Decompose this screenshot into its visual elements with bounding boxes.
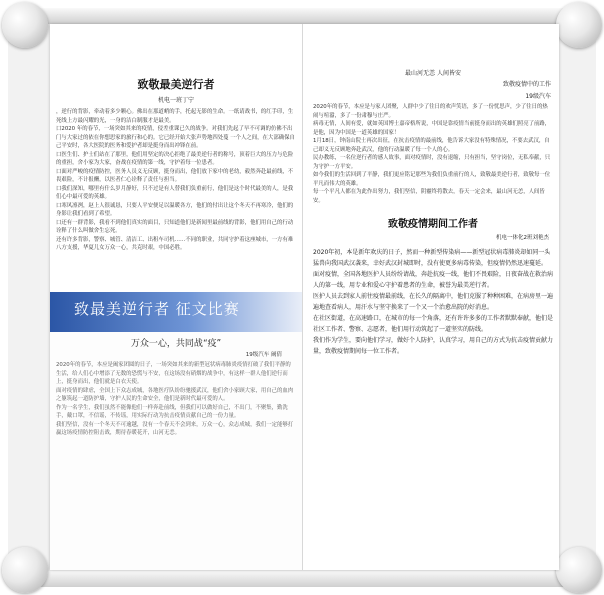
paragraph: 口寒风凛冽，赵上人很诚恳，只要人平安便足以温暖各方，他们的付出让这个冬天不再寒冷，他们的身影让我们看到了希望。 (56, 202, 294, 217)
document-page (50, 24, 559, 570)
paragraph: 口我们深知，哪里有什么岁月静好，只不过是有人替我们负重前行，他们是这个时代最美的人，是我们心中最可爱的英雄。 (56, 185, 294, 200)
right-top-heading: 最山河无恙 人间皆安 (405, 70, 461, 77)
frame-top-roll (34, 8, 570, 24)
paragraph: 病毒无情，人间有爱，就如英国博士嘉帝格所说，中国是靠疫情当前挺身而出的英雄们照亮了前路，是他，因为中国是一道英雄的国家！ (313, 121, 551, 136)
right-top-class: 19级汽车 (525, 93, 551, 100)
paragraph: 面对疫情的肆虐，全国上下众志成城，各地医疗队纷纷驰援武汉，他们舍小家顾大家，用自己的血肉之躯筑起一道防护墙，守护人民的生命安全，他们是新时代最可爱的人。 (56, 387, 294, 402)
paragraph: 口医生们、护士们站在了那里，他们用坚定的决心拒绝了最美逆行者的称号，顶着巨大的压力与危险的重担，舍小家为大家，奋战在疫情的第一线，守护着每一位患者。 (56, 151, 294, 166)
paragraph: 还有许多背影，警察、城管、清洁工、出租车司机……不同的职业，共同守护着这座城市，一方有难八方支援，华夏儿女万众一心，共克时艰，中国必胜。 (56, 236, 294, 251)
paragraph: 我们坚信，没有一个冬天不可逾越，没有一个春天不会到来，万众一心，众志成城，我们一定能够打赢这场疫情防控阻击战，期待春暖花开，山河无恙。 (56, 421, 294, 436)
frame-bottom-roll (34, 571, 570, 587)
paragraph: 2020年的春节，本应是阖家团圆的日子，一场突如其来的新型冠状病毒肺炎疫情打破了我们平静的生活，给人们心中增添了无数的恐慌与不安，在这场没有硝烟的战争中，有这样一群人他们逆行而上，挺身而出，他们就是白衣天使。 (56, 362, 291, 385)
paragraph: 2020年初，本是新年欢庆的日子，然而一种新型传染病——新型冠状病毒肺炎却如同一头猛兽向我国武汉袭来，幸好武汉封城即时，没有使更多病毒传染，但疫情仍然迅速蔓延。 (313, 249, 551, 267)
banner-title: 致最美逆行者 征文比赛 (74, 300, 240, 318)
left-essay-body (56, 108, 296, 253)
right-top-subheading: 致敬疫情中的工作 (502, 81, 551, 88)
paragraph: 医护人员去到家人前往疫情最前线，在长久的隔离中，他们克服了种种困难，在病房里一遍遍地查看病人，用汗水与坚守换来了一个又一个治愈出院的好消息。 (313, 293, 554, 311)
paragraph: 口2020 年的春节，一场突如其来的疫情，侵差重课已久的战争。对我们先起了早不可调的仿佛不出门与大家过的依在你想思家的旅行和心的。它已经开始大张声势地四处蔓 一个人之间，在大部确保自己平安时，各大医院的医务和爱护者却是挺身而出冲锋在前。 (56, 126, 295, 149)
scanned-essay-body (56, 361, 296, 438)
corner-pin-icon (2, 2, 48, 48)
left-essay-title: 致敬最美逆行者 (137, 78, 215, 91)
paragraph: 我们作为学生，要向他们学习，做好个人防护，认真学习，用自己的方式为抗击疫情贡献力量，致敬疫情期间每一位工作者。 (313, 337, 554, 355)
paragraph: 作为一名学生，我们虽然不能像他们一样奔赴前线，但我们可以做好自己，不出门，不聚集，勤洗手，戴口罩，不信谣，不传谣，用实际行动为抗击疫情贡献自己的一份力量。 (56, 404, 288, 419)
paragraph: 如今我们的生活回到了平静，我们更应铭记那些为我们负重前行的人，致敬最美逆行者，致敬每一位平凡而伟大的英雄。 (313, 172, 551, 187)
scanned-essay-byline: 19级汽车 阚倩 (245, 352, 282, 358)
right-essay-byline: 机电一体化2班刘艳杰 (496, 235, 549, 241)
corner-pin-icon (2, 547, 48, 593)
corner-pin-icon (556, 547, 602, 593)
paragraph: 民办教练，一名位逆行者的感人故事，面对疫情时，没有退缩，只有担当，坚守岗位，无私奉献，只为守护一方平安。 (313, 155, 551, 170)
right-top-body (313, 103, 553, 205)
scanned-essay (50, 332, 302, 570)
paragraph: 2020年的春节，本应是与家人团聚，人群中少了往日的欢声笑语，多了一份忧思声，少了往日的热闹与喧嚣，多了一份肃穆与庄严。 (313, 104, 548, 119)
paragraph: 口面对严峻的疫情防控，医务人员义无反顾，挺身而出，他们放下家中的老幼，毅然奔赴最前线，不畏艰险，不计报酬，以医者仁心诠释了责任与担当。 (56, 168, 294, 183)
left-column (50, 24, 303, 570)
scanned-essay-title: 万众一心，共同战“疫” (130, 339, 222, 349)
paragraph: ，逆行的背影，牵动着多少颗心。佛出在那道峭的手，托起无影的生命。一纸请战书，的红手印，生死线上方最闪耀的光，一身的洁白制服才是最美。 (56, 109, 294, 124)
right-essay-body (313, 247, 553, 357)
left-essay-byline: 机电一班丁宁 (157, 97, 194, 104)
contest-banner (50, 292, 302, 332)
paragraph: 每一个平凡人都在为此作出努力，我们坚信，阴霾终将散去，春天一定会来，最山河无恙，人间皆安。 (313, 189, 545, 204)
paragraph: 口还有一群背影，我看不到他们真实的面目，只知道他们是新闻里最前线的背影，他们用自己的行动诠释了什么叫做舍生忘死。 (56, 219, 294, 234)
paragraph: 1月18日，钟南山院士再次出征，在抗击疫情的最前线，他告诉大家没有特殊情况，不要去武汉，自己却义无反顾地奔赴武汉，他的行动温暖了每一个人的心。 (313, 138, 550, 153)
paragraph: 面对疫情，全国各地医护人员纷纷请战，奔赴抗疫一线，他们不畏艰险，日夜奋战在救治病人的第一线，用专业和爱心守护着患者的生命，被誉为最美逆行者。 (313, 271, 554, 289)
corner-pin-icon (556, 2, 602, 48)
right-essay-title: 致敬疫情期间工作者 (388, 219, 478, 230)
right-column (307, 24, 559, 570)
paragraph: 在社区街道，在高速路口，在城市的每一个角落，还有许许多多的工作者默默奉献，他们是社区工作者、警察、志愿者，他们用行动筑起了一道坚实的防线。 (313, 315, 554, 333)
